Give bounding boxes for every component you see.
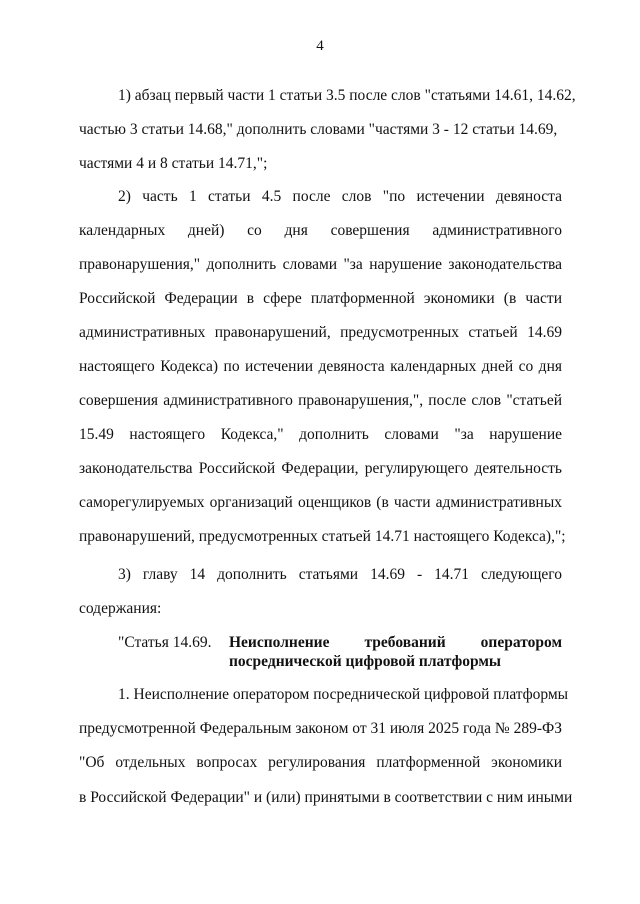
text-line: календарных дней) со дня совершения административного — [79, 222, 562, 239]
text-line: 1) абзац первый части 1 статьи 3.5 после слов "статьями 14.61, 14.62, — [118, 87, 576, 104]
text-line: частью 3 статьи 14.68," дополнить словами "частями 3 - 12 статьи 14.69, — [79, 121, 558, 138]
text-line: саморегулируемых организаций оценщиков (в части административных — [79, 494, 562, 511]
text-line: 1. Неисполнение оператором посреднической цифровой платформы — [118, 686, 569, 703]
text-line: 2) часть 1 статьи 4.5 после слов "по истечении девяноста — [118, 188, 562, 205]
text-line: 3) главу 14 дополнить статьями 14.69 - 14.71 следующего — [118, 566, 562, 583]
article-title-line-2: посреднической цифровой платформы — [229, 653, 502, 670]
text-line: частями 4 и 8 статьи 14.71,"; — [79, 155, 268, 172]
article-heading — [118, 633, 562, 677]
text-line: 15.49 настоящего Кодекса," дополнить словами "за нарушение — [79, 426, 562, 443]
text-line: правонарушений, предусмотренных статьей 14.71 настоящего Кодекса),"; — [79, 528, 566, 545]
article-title-line-1: Неисполнение требований оператором — [229, 634, 562, 651]
text-line: настоящего Кодекса) по истечении девяноста календарных дней со дня — [79, 358, 562, 375]
text-line: административных правонарушений, предусмотренных статьей 14.69 — [79, 324, 562, 341]
text-line: правонарушения," дополнить словами "за нарушение законодательства — [79, 256, 562, 273]
text-line: "Об отдельных вопросах регулирования платформенной экономики — [79, 754, 562, 771]
article-number: "Статья 14.69. — [118, 634, 212, 651]
text-line: Российской Федерации в сфере платформенной экономики (в части — [79, 290, 562, 307]
text-line: в Российской Федерации" и (или) принятыми в соответствии с ним иными — [79, 789, 573, 806]
page-number: 4 — [316, 38, 324, 54]
text-line: предусмотренной Федеральным законом от 31 июля 2025 года № 289-ФЗ — [79, 720, 562, 737]
text-line: законодательства Российской Федерации, регулирующего деятельность — [79, 460, 562, 477]
text-line: содержания: — [79, 600, 162, 617]
text-line: совершения административного правонарушения,", после слов "статьей — [79, 392, 562, 409]
